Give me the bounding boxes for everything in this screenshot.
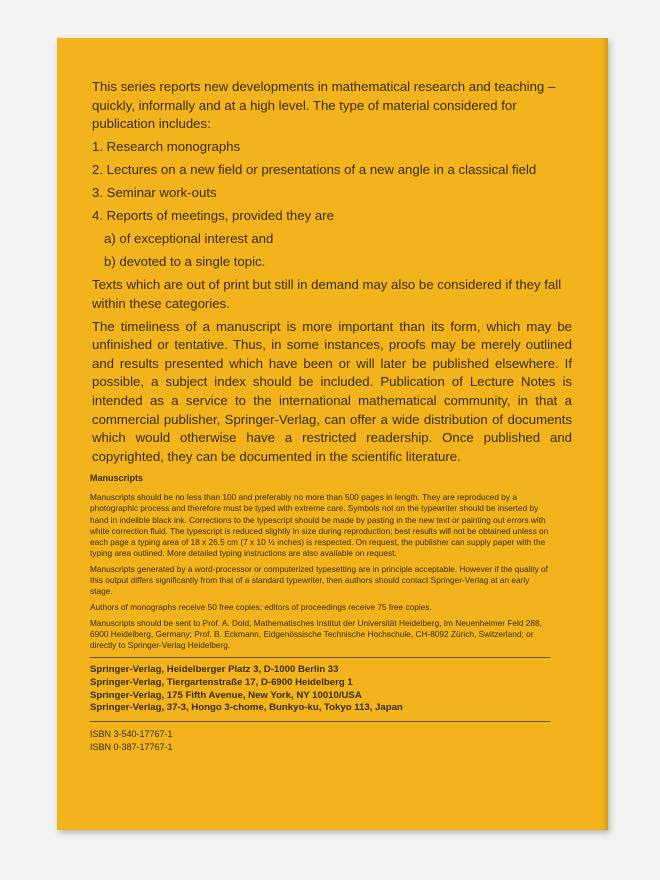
timeliness-paragraph: The timeliness of a manuscript is more important than its form, which may be unfinished or tentative. Thus, in some instances, proofs may be merely outlined and results presented which have been or will later be published elsewhere. If possible, a subject index should be included. Publication of Lecture Notes is intended as a service to the international mathematical community, in that a commercial publisher, Springer-Verlag, can offer a wide distribution of documents which would otherwise have a restricted readership. Once published and copyrighted, they can be documented in the scientific literature. [92, 318, 572, 464]
divider [90, 657, 550, 658]
list-item: 4. Reports of meetings, provided they are [92, 208, 334, 224]
isbn-line: ISBN 0-387-17767-1 [90, 741, 173, 752]
divider [90, 721, 550, 722]
publisher-addresses [90, 664, 554, 714]
list-item: 2. Lectures on a new field or presentations of a new angle in a classical field [92, 161, 537, 177]
manuscripts-paragraph: Manuscripts should be sent to Prof. A. Dold, Mathematisches Institut der Universität Heidelberg, Im Neuenheimer Feld 288, 6900 Heidelberg, Germany; Prof. B. Eckmann, Eidgenössische Technische Hochschule, CH-8092 Zürich, Switzerland; or directly to Springer-Verlag Heidelberg. [90, 617, 542, 651]
address-line: Springer-Verlag, Heidelberger Platz 3, D-1000 Berlin 33 [90, 664, 339, 676]
book-back-cover [57, 38, 608, 830]
manuscripts-paragraph: Authors of monographs receive 50 free copies; editors of proceedings receive 75 free copies. [90, 602, 432, 613]
sub-list-item: b) devoted to a single topic. [104, 254, 266, 270]
list-item: 3. Seminar work-outs [92, 184, 217, 200]
isbn-line: ISBN 3-540-17767-1 [90, 728, 173, 739]
material-list [92, 138, 572, 272]
manuscripts-section [90, 473, 554, 754]
sub-list-item: a) of exceptional interest and [104, 231, 274, 247]
intro-paragraph: This series reports new developments in mathematical research and teaching – quickly, informally and at a high level. The type of material considered for publication includes: [92, 79, 556, 132]
address-line: Springer-Verlag, 37-3, Hongo 3-chome, Bunkyo-ku, Tokyo 113, Japan [90, 702, 403, 714]
manuscripts-paragraph: Manuscripts should be no less than 100 and preferably no more than 500 pages in length. They are reproduced by a photographic process and therefore must be typed with extreme care. Symbols not on the typewriter should be inserted by hand in indelible black ink. Corrections to the typescript should be made by pasting in the new text or painting out errors with white correction fluid. The typescript is reduced slightly in size during reproduction; best results will not be obtained unless on each page a typing area of 18 x 26.5 cm (7 x 10 ½ inches) is respected. On request, the publisher can supply paper with the typing area outlined. More detailed typing instructions are also available on request. [90, 492, 549, 559]
isbn-block [90, 728, 554, 754]
list-item: 1. Research monographs [92, 138, 241, 154]
series-description [92, 78, 572, 470]
address-line: Springer-Verlag, Tiergartenstraße 17, D-6900 Heidelberg 1 [90, 676, 353, 688]
out-of-print-paragraph: Texts which are out of print but still in demand may also be considered if they fall within these categories. [92, 277, 562, 311]
manuscripts-paragraph: Manuscripts generated by a word-processor or computerized typesetting are in principle acceptable. However if the quality of this output differs significantly from that of a standard typewriter, then authors should contact Springer-Verlag at an early stage. [90, 563, 548, 597]
address-line: Springer-Verlag, 175 Fifth Avenue, New York, NY 10010/USA [90, 689, 362, 701]
manuscripts-heading: Manuscripts [90, 473, 144, 483]
